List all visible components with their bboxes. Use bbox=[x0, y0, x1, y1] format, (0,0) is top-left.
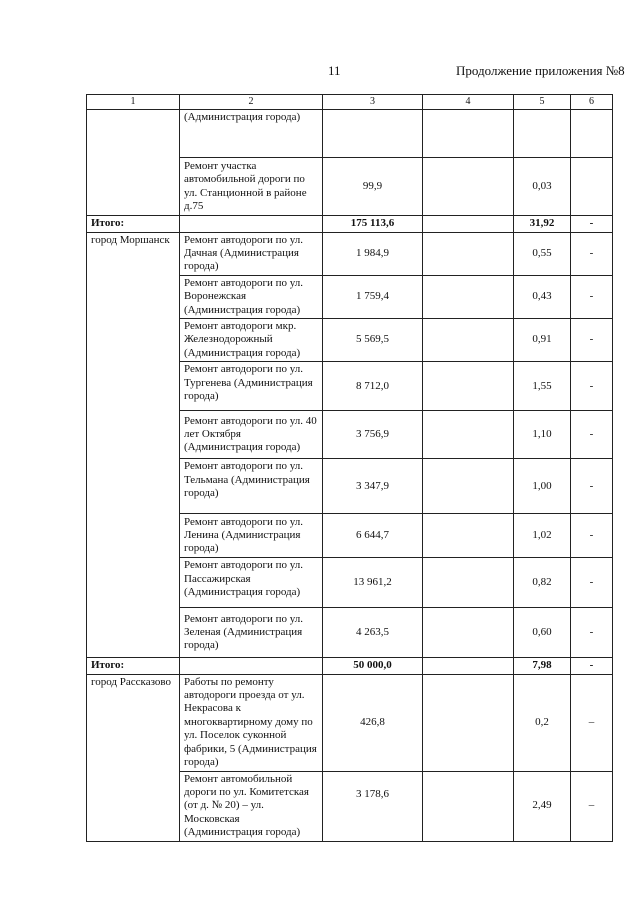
work-description: Ремонт автодороги по ул. Воронежская (Администрация города) bbox=[180, 275, 323, 318]
col6-cell: - bbox=[571, 362, 613, 411]
total-row bbox=[87, 658, 613, 674]
amount-cell: 3 347,9 bbox=[323, 459, 423, 514]
total-col6: - bbox=[571, 658, 613, 674]
length-cell: 0,82 bbox=[514, 558, 571, 608]
col6-cell: – bbox=[571, 771, 613, 841]
col6-cell: – bbox=[571, 674, 613, 771]
work-description: Ремонт автодороги по ул. Зеленая (Администрация города) bbox=[180, 608, 323, 658]
col6-cell: - bbox=[571, 411, 613, 459]
header-cell: 4 bbox=[423, 95, 514, 110]
length-cell: 1,55 bbox=[514, 362, 571, 411]
data-table bbox=[86, 94, 613, 842]
header-cell: 1 bbox=[87, 95, 180, 110]
header-cell: 2 bbox=[180, 95, 323, 110]
city-cell bbox=[87, 110, 180, 216]
work-description: Ремонт автомобильной дороги по ул. Комитетская (от д. № 20) – ул. Московская (Администрация города) bbox=[180, 771, 323, 841]
amount-cell bbox=[323, 110, 423, 158]
col6-cell: - bbox=[571, 558, 613, 608]
length-cell: 2,49 bbox=[514, 771, 571, 841]
amount-cell: 13 961,2 bbox=[323, 558, 423, 608]
amount-cell: 5 569,5 bbox=[323, 319, 423, 362]
col6-cell bbox=[571, 158, 613, 216]
length-cell: 1,10 bbox=[514, 411, 571, 459]
header-cell: 3 bbox=[323, 95, 423, 110]
total-label: Итого: bbox=[87, 658, 180, 674]
total-col6: - bbox=[571, 216, 613, 232]
table-row bbox=[87, 232, 613, 275]
work-description: Ремонт автодороги по ул. Дачная (Администрация города) bbox=[180, 232, 323, 275]
work-description: Ремонт автодороги мкр. Железнодорожный (Администрация города) bbox=[180, 319, 323, 362]
continuation-title: Продолжение приложения №8 bbox=[456, 63, 625, 78]
length-cell: 1,02 bbox=[514, 514, 571, 558]
total-length: 31,92 bbox=[514, 216, 571, 232]
amount-cell: 3 178,6 bbox=[323, 771, 423, 841]
col6-cell: - bbox=[571, 608, 613, 658]
city-name: город Моршанск bbox=[87, 232, 180, 658]
work-description: Ремонт автодороги по ул. 40 лет Октября (Администрация города) bbox=[180, 411, 323, 459]
length-cell: 0,2 bbox=[514, 674, 571, 771]
length-cell: 0,55 bbox=[514, 232, 571, 275]
length-cell: 0,43 bbox=[514, 275, 571, 318]
total-amount: 50 000,0 bbox=[323, 658, 423, 674]
col4-cell bbox=[423, 110, 514, 158]
col6-cell: - bbox=[571, 459, 613, 514]
length-cell: 0,60 bbox=[514, 608, 571, 658]
amount-cell: 1 984,9 bbox=[323, 232, 423, 275]
amount-cell: 6 644,7 bbox=[323, 514, 423, 558]
work-description: Ремонт автодороги по ул. Тургенева (Администрация города) bbox=[180, 362, 323, 411]
length-cell bbox=[514, 110, 571, 158]
total-length: 7,98 bbox=[514, 658, 571, 674]
total-row bbox=[87, 216, 613, 232]
city-name: город Рассказово bbox=[87, 674, 180, 841]
header-cell: 6 bbox=[571, 95, 613, 110]
amount-cell: 8 712,0 bbox=[323, 362, 423, 411]
header-row bbox=[87, 95, 613, 110]
work-description: Ремонт автодороги по ул. Ленина (Администрация города) bbox=[180, 514, 323, 558]
amount-cell: 99,9 bbox=[323, 158, 423, 216]
work-description: Работы по ремонту автодороги проезда от ул. Некрасова к многоквартирному дому по ул. Поселок суконной фабрики, 5 (Администрация города) bbox=[180, 674, 323, 771]
length-cell: 1,00 bbox=[514, 459, 571, 514]
col6-cell bbox=[571, 110, 613, 158]
header-cell: 5 bbox=[514, 95, 571, 110]
col4-cell bbox=[423, 158, 514, 216]
amount-cell: 4 263,5 bbox=[323, 608, 423, 658]
length-cell: 0,03 bbox=[514, 158, 571, 216]
work-description: Ремонт автодороги по ул. Пассажирская (Администрация города) bbox=[180, 558, 323, 608]
total-amount: 175 113,6 bbox=[323, 216, 423, 232]
col6-cell: - bbox=[571, 275, 613, 318]
table-row bbox=[87, 110, 613, 158]
col6-cell: - bbox=[571, 514, 613, 558]
work-description: (Администрация города) bbox=[180, 110, 323, 158]
length-cell: 0,91 bbox=[514, 319, 571, 362]
amount-cell: 426,8 bbox=[323, 674, 423, 771]
work-description: Ремонт автодороги по ул. Тельмана (Администрация города) bbox=[180, 459, 323, 514]
col6-cell: - bbox=[571, 319, 613, 362]
total-label: Итого: bbox=[87, 216, 180, 232]
col6-cell: - bbox=[571, 232, 613, 275]
amount-cell: 3 756,9 bbox=[323, 411, 423, 459]
amount-cell: 1 759,4 bbox=[323, 275, 423, 318]
work-description: Ремонт участка автомобильной дороги по ул. Станционной в районе д.75 bbox=[180, 158, 323, 216]
page-number: 11 bbox=[328, 63, 341, 78]
table-row bbox=[87, 674, 613, 771]
